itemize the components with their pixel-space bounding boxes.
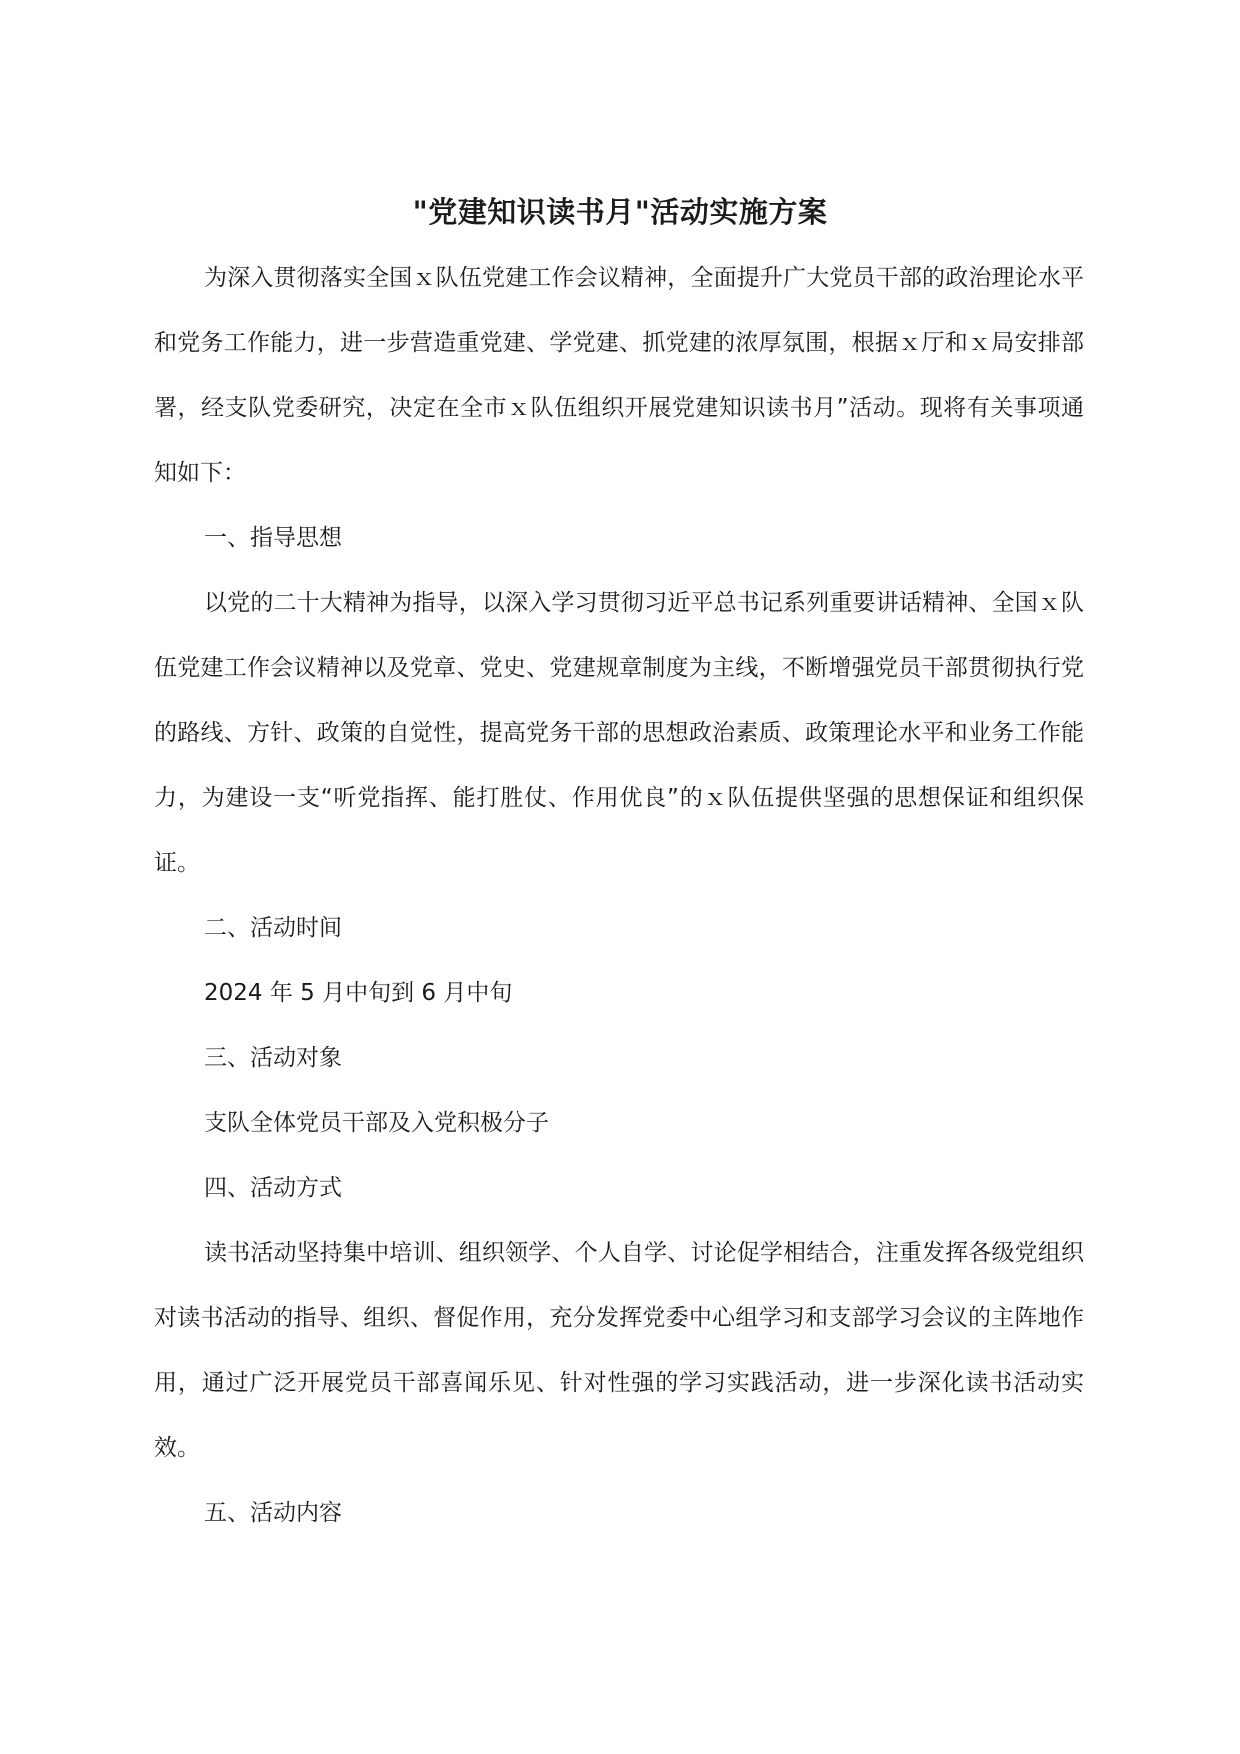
section-heading-activity-method: 四、活动方式 xyxy=(204,1175,342,1201)
section-heading-activity-content: 五、活动内容 xyxy=(204,1500,342,1526)
document-body xyxy=(154,246,1084,1546)
document-title: "党建知识读书月"活动实施方案 xyxy=(412,195,828,229)
section-heading-activity-target: 三、活动对象 xyxy=(204,1045,342,1071)
activity-time-paragraph: 2024 年 5 月中旬到 6 月中旬 xyxy=(204,980,513,1006)
section-heading-activity-time: 二、活动时间 xyxy=(204,915,342,941)
activity-method-paragraph: 读书活动坚持集中培训、组织领学、个人自学、讨论促学相结合，注重发挥各级党组织对读书活动的指导、组织、督促作用，充分发挥党委中心组学习和支部学习会议的主阵地作用，通过广泛开展党员干部喜闻乐见、针对性强的学习实践活动，进一步深化读书活动实效。 xyxy=(154,1240,1084,1461)
guiding-ideology-paragraph: 以党的二十大精神为指导，以深入学习贯彻习近平总书记系列重要讲话精神、全国ｘ队伍党建工作会议精神以及党章、党史、党建规章制度为主线，不断增强党员干部贯彻执行党的路线、方针、政策的自觉性，提高党务干部的思想政治素质、政策理论水平和业务工作能力，为建设一支“听党指挥、能打胜仗、作用优良”的ｘ队伍提供坚强的思想保证和组织保证。 xyxy=(154,590,1084,876)
activity-target-paragraph: 支队全体党员干部及入党积极分子 xyxy=(204,1110,549,1136)
section-heading-guiding-ideology: 一、指导思想 xyxy=(204,525,342,551)
intro-paragraph: 为深入贯彻落实全国ｘ队伍党建工作会议精神，全面提升广大党员干部的政治理论水平和党务工作能力，进一步营造重党建、学党建、抓党建的浓厚氛围，根据ｘ厅和ｘ局安排部署，经支队党委研究，决定在全市ｘ队伍组织开展党建知识读书月”活动。现将有关事项通知如下： xyxy=(154,265,1084,486)
